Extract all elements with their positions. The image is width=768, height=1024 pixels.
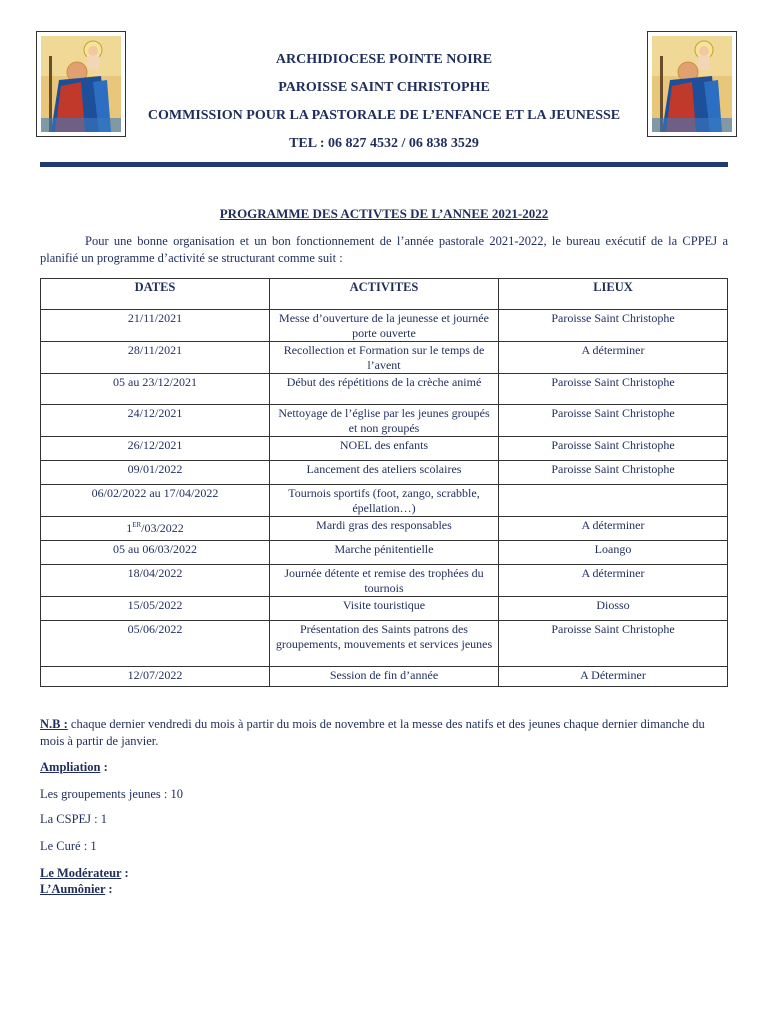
table-row — [41, 485, 728, 517]
chaplain-signature — [40, 882, 113, 897]
header-divider — [40, 162, 728, 167]
letterhead — [120, 50, 648, 162]
cell-place — [499, 485, 728, 517]
cell-place: Loango — [499, 541, 728, 565]
parish-name: PAROISSE SAINT CHRISTOPHE — [278, 80, 490, 95]
ampliation-colon: : — [100, 760, 108, 774]
cell-activity: Nettoyage de l’église par les jeunes groupés et non groupés — [270, 405, 499, 437]
cell-place: Paroisse Saint Christophe — [499, 437, 728, 461]
cell-activity: Messe d’ouverture de la jeunesse et journée porte ouverte — [270, 310, 499, 342]
cell-activity: Visite touristique — [270, 597, 499, 621]
archdiocese-name: ARCHIDIOCESE POINTE NOIRE — [275, 52, 493, 67]
cell-place: Paroisse Saint Christophe — [499, 310, 728, 342]
cell-place: Paroisse Saint Christophe — [499, 621, 728, 667]
table-row — [41, 667, 728, 687]
cell-place: A déterminer — [499, 565, 728, 597]
table-row — [41, 342, 728, 374]
cell-date: 05/06/2022 — [41, 621, 270, 667]
moderator-colon: : — [121, 866, 129, 880]
table-header-row — [41, 279, 728, 310]
commission-name: COMMISSION POUR LA PASTORALE DE L’ENFANCE ET LA JEUNESSE — [147, 108, 621, 123]
table-row — [41, 405, 728, 437]
cell-date: 26/12/2021 — [41, 437, 270, 461]
cell-activity: Recollection et Formation sur le temps de l’avent — [270, 342, 499, 374]
table-row — [41, 374, 728, 405]
table-row — [41, 517, 728, 541]
cell-place: Paroisse Saint Christophe — [499, 374, 728, 405]
header-dates: DATES — [41, 279, 270, 310]
table-row — [41, 597, 728, 621]
moderator-signature — [40, 866, 129, 881]
cell-activity: Mardi gras des responsables — [270, 517, 499, 541]
table-row — [41, 565, 728, 597]
ampliation-heading — [40, 760, 108, 775]
note-text: chaque dernier vendredi du mois à partir du mois de novembre et la messe des natifs et des jeunes chaque dernier dimanche du mois à partir de janvier. — [40, 717, 705, 748]
cell-date: 05 au 23/12/2021 — [41, 374, 270, 405]
ampliation-item: La CSPEJ : 1 — [40, 812, 108, 826]
table-row — [41, 621, 728, 667]
cell-place: A déterminer — [499, 342, 728, 374]
cell-place: Paroisse Saint Christophe — [499, 461, 728, 485]
table-row — [41, 461, 728, 485]
cell-date: 05 au 06/03/2022 — [41, 541, 270, 565]
cell-date: 12/07/2022 — [41, 667, 270, 687]
moderator-label: Le Modérateur — [40, 866, 122, 880]
chaplain-label: L’Aumônier — [40, 882, 106, 896]
cell-place: A déterminer — [499, 517, 728, 541]
cell-activity: Tournois sportifs (foot, zango, scrabble, épellation…) — [270, 485, 499, 517]
cell-date — [41, 517, 270, 541]
cell-date: 18/04/2022 — [41, 565, 270, 597]
programme-table — [40, 278, 728, 687]
note-paragraph — [40, 716, 728, 750]
intro-paragraph: Pour une bonne organisation et un bon fonctionnement de l’année pastorale 2021-2022, le bureau exécutif de la CPPEJ a planifié un programme d’activité se structurant comme suit : — [40, 234, 728, 265]
cell-activity: Début des répétitions de la crèche animé — [270, 374, 499, 405]
cell-date: 21/11/2021 — [41, 310, 270, 342]
date-day: 1 — [126, 521, 133, 535]
table-row — [41, 437, 728, 461]
cell-activity: Marche pénitentielle — [270, 541, 499, 565]
date-month-year: /03/2022 — [141, 521, 184, 535]
cell-date: 09/01/2022 — [41, 461, 270, 485]
cell-place: A Déterminer — [499, 667, 728, 687]
document-title: PROGRAMME DES ACTIVTES DE L’ANNEE 2021-2022 — [219, 206, 549, 221]
cell-activity: Lancement des ateliers scolaires — [270, 461, 499, 485]
cell-activity: Journée détente et remise des trophées du tournois — [270, 565, 499, 597]
chaplain-colon: : — [105, 882, 113, 896]
cell-place: Diosso — [499, 597, 728, 621]
table-row — [41, 541, 728, 565]
ampliation-item: Les groupements jeunes : 10 — [40, 787, 184, 801]
header-places: LIEUX — [499, 279, 728, 310]
cell-date: 24/12/2021 — [41, 405, 270, 437]
header-activities: ACTIVITES — [270, 279, 499, 310]
cell-date: 15/05/2022 — [41, 597, 270, 621]
cell-activity: NOEL des enfants — [270, 437, 499, 461]
cell-activity: Présentation des Saints patrons des groupements, mouvements et services jeunes — [270, 621, 499, 667]
cell-date: 28/11/2021 — [41, 342, 270, 374]
ampliation-label: Ampliation — [40, 760, 101, 774]
table-row — [41, 310, 728, 342]
cell-date: 06/02/2022 au 17/04/2022 — [41, 485, 270, 517]
cell-place: Paroisse Saint Christophe — [499, 405, 728, 437]
ampliation-item: Le Curé : 1 — [40, 839, 97, 853]
cell-activity: Session de fin d’année — [270, 667, 499, 687]
date-ordinal: ER — [132, 521, 142, 529]
phone-numbers: TEL : 06 827 4532 / 06 838 3529 — [289, 136, 479, 151]
note-label: N.B : — [40, 717, 68, 731]
